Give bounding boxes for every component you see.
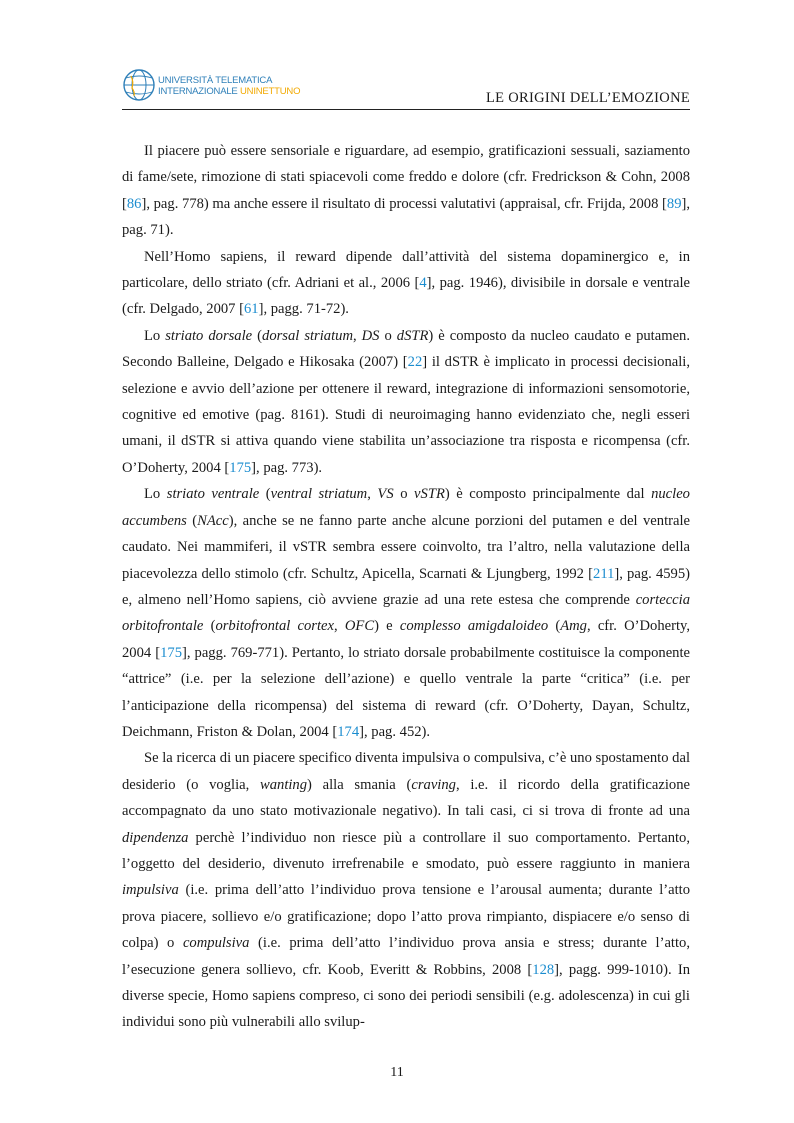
- text-run: , cfr. O’Doherty, 2004 [: [122, 618, 691, 661]
- text-run: Lo: [144, 486, 167, 503]
- logo-text-line1: UNIVERSITÀ TELEMATICA: [158, 75, 273, 86]
- text-run: , i.e. il ricordo della gratificazione accompagnato da uno stato motivazionale negativo). In tali casi, ci si trova di fronte ad una: [122, 776, 690, 820]
- citation-link[interactable]: 22: [407, 354, 423, 371]
- italic-term: VS: [377, 486, 394, 503]
- text-run: ) e: [374, 618, 400, 635]
- italic-term: corteccia orbitofrontale: [122, 591, 690, 635]
- logo-text-line2-a: INTERNAZIONALE: [158, 86, 240, 97]
- italic-term: compulsiva: [182, 935, 250, 952]
- italic-term: striato dorsale: [165, 327, 253, 344]
- running-head: LE ORIGINI DELL’EMOZIONE: [486, 90, 690, 106]
- citation-link[interactable]: 174: [337, 723, 360, 740]
- citation-link[interactable]: 175: [160, 644, 182, 661]
- citation-link[interactable]: 211: [593, 565, 615, 582]
- text-run: (: [259, 486, 271, 503]
- text-run: ) è composto principalmente dal: [444, 486, 652, 503]
- text-run: (i.e. prima dell’atto l’individuo prova ansia e stress; durante l’atto, l’esecuzione genera sollievo, cfr. Koob, Everitt & Robbins, 2008 [: [122, 935, 690, 978]
- body-paragraph: [122, 323, 690, 481]
- text-run: perchè l’individuo non riesce più a controllare il suo comportamento. Pertanto, l’oggetto del desiderio, divenuto irrefrenabile e smodato, può essere raggiunto in maniera: [122, 829, 690, 872]
- text-run: o: [393, 486, 415, 503]
- italic-term: dSTR: [396, 327, 429, 344]
- italic-term: wanting: [260, 776, 308, 793]
- italic-term: vSTR: [414, 486, 445, 503]
- body-paragraph: [122, 244, 690, 323]
- italic-term: striato ventrale: [166, 486, 260, 503]
- header-rule: [122, 109, 690, 110]
- text-run: o: [379, 327, 397, 344]
- text-run: (: [203, 618, 216, 635]
- italic-term: DS: [361, 327, 380, 344]
- text-run: Lo: [144, 327, 166, 344]
- text-run: ) alla smania (: [307, 776, 412, 793]
- italic-term: dorsal striatum: [262, 327, 353, 344]
- text-run: ], pagg. 71-72).: [258, 301, 349, 318]
- globe-icon: [122, 68, 156, 102]
- logo-text-line2: [158, 86, 300, 97]
- main-text: [122, 138, 690, 1036]
- italic-term: dipendenza: [122, 829, 189, 846]
- text-run: (: [252, 327, 263, 344]
- text-run: (: [548, 618, 561, 635]
- text-run: (: [186, 512, 198, 529]
- citation-link[interactable]: 89: [666, 195, 682, 212]
- page-header: [122, 64, 690, 110]
- citation-link[interactable]: 61: [243, 301, 259, 318]
- text-run: ,: [352, 327, 362, 344]
- text-run: ], pag. 71).: [122, 195, 690, 239]
- italic-term: nucleo accumbens: [122, 486, 690, 529]
- text-run: ,: [367, 486, 378, 503]
- italic-term: NAcc: [197, 512, 229, 529]
- body-paragraph: [122, 481, 690, 745]
- citation-link[interactable]: 128: [532, 961, 555, 978]
- italic-term: complesso amigdaloideo: [399, 618, 549, 635]
- italic-term: craving: [411, 776, 456, 793]
- text-run: ], pagg. 999-1010). In diverse specie, Homo sapiens compreso, ci sono dei periodi sensibili (e.g. adolescenza) in cui gli individui sono più vulnerabili allo svilup-: [122, 961, 690, 1031]
- logo-text-line2-b: UNINETTUNO: [240, 86, 301, 97]
- body-paragraph: [122, 745, 690, 1035]
- text-run: ), anche se ne fanno parte anche alcune porzioni del putamen e del ventrale caudato. Nei mammiferi, il vSTR sembra essere coinvolto, tra l’altro, nella valutazione della piacevolezza dello stimolo (cfr. Schultz, Apicella, Scarnati & Ljungberg, 1992 [: [122, 512, 690, 582]
- text-run: Nell’Homo sapiens, il reward dipende dall’attività del sistema dopaminergico e, in particolare, dello striato (cfr. Adriani et al., 2006 [: [122, 248, 690, 292]
- citation-link[interactable]: 175: [229, 459, 252, 476]
- text-run: ) è composto da nucleo caudato e putamen. Secondo Balleine, Delgado e Hikosaka (2007) [: [122, 327, 690, 371]
- italic-term: Amg: [560, 618, 587, 635]
- citation-link[interactable]: 4: [419, 275, 427, 292]
- text-run: (i.e. prima dell’atto l’individuo prova tensione e l’arousal aumenta; durante l’atto prova piacere, sollievo e/o gratificazione; dopo l’atto prova rimpianto, dispiacere e/o senso di colpa) o: [122, 882, 690, 952]
- text-run: ] il dSTR è implicato in processi decisionali, selezione e avvio dell’azione per ottenere il reward, integrazione di informazioni sensomotorie, cognitive ed emotive (pag. 8161). Studi di neuroimaging hanno evidenziato che, negli esseri umani, il dSTR si attiva quando viene stabilita un’associazione tra risposta e ricompensa (cfr. O’Doherty, 2004 [: [122, 354, 690, 476]
- text-run: ], pagg. 769-771). Pertanto, lo striato dorsale probabilmente costituisce la componente “attrice” (i.e. per la selezione dell’azione) e quello ventrale la parte “critica” (i.e. per l’anticipazione della ricompensa) del sistema di reward (cfr. O’Doherty, Dayan, Schultz, Deichmann, Friston & Dolan, 2004 [: [122, 644, 690, 740]
- text-run: ], pag. 4595) e, almeno nell’Homo sapiens, ciò avviene grazie ad una rete estesa che comprende: [122, 565, 690, 608]
- text-run: ], pag. 452).: [359, 723, 431, 740]
- text-run: ], pag. 778) ma anche essere il risultato di processi valutativi (appraisal, cfr. Frijda, 2008 [: [141, 195, 667, 212]
- page-number: 11: [390, 1065, 404, 1080]
- italic-term: OFC: [344, 618, 375, 635]
- italic-term: ventral striatum: [270, 486, 368, 503]
- citation-link[interactable]: 86: [126, 195, 142, 212]
- text-run: ], pag. 1946), divisibile in dorsale e ventrale (cfr. Delgado, 2007 [: [122, 275, 690, 318]
- text-run: ,: [334, 618, 345, 635]
- italic-term: impulsiva: [122, 882, 179, 899]
- text-run: ], pag. 773).: [251, 459, 323, 476]
- university-logo: [122, 68, 322, 102]
- body-paragraph: [122, 138, 690, 244]
- text-run: Se la ricerca di un piacere specifico diventa impulsiva o compulsiva, c’è uno spostamento dal desiderio (o voglia,: [122, 750, 690, 793]
- text-run: Il piacere può essere sensoriale e riguardare, ad esempio, gratificazioni sessuali, saziamento di fame/sete, rimozione di stati spiacevoli come freddo e dolore (cfr. Fredrickson & Cohn, 2008 [: [122, 143, 690, 212]
- italic-term: orbitofrontal cortex: [215, 618, 334, 635]
